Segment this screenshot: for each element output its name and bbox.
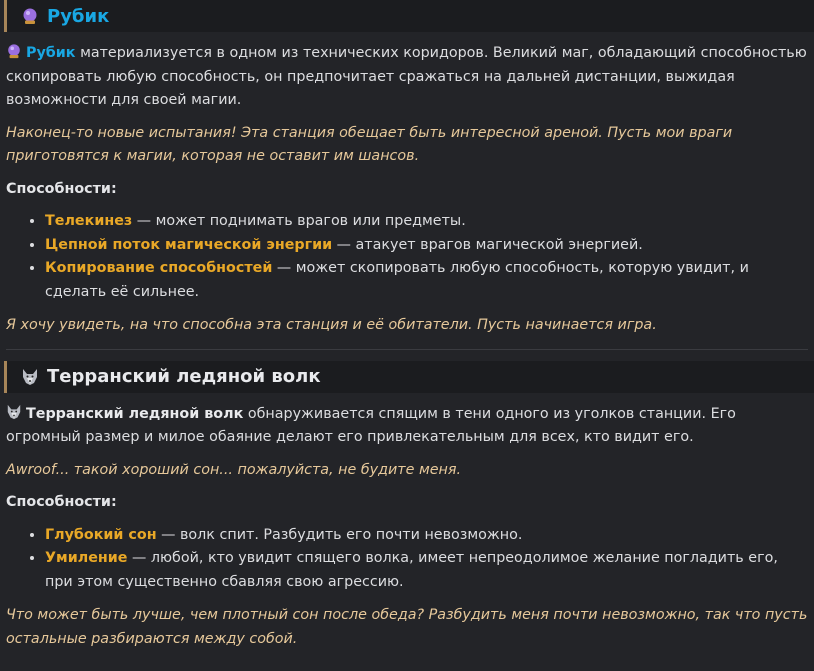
ability-text: — может поднимать врагов или предметы. <box>132 213 466 229</box>
ability-text: — волк спит. Разбудить его почти невозможно. <box>156 526 523 543</box>
ability-name: Телекинез <box>45 213 133 229</box>
ability-item <box>45 257 808 304</box>
intro-quote: Наконец-то новые испытания! Эта станция обещает быть интересной ареной. Пусть мои враги приготовятся к магии, которая не оставит им шансов. <box>6 124 733 164</box>
ability-name: Копирование способностей <box>45 260 273 276</box>
ability-name: Умиление <box>45 550 128 566</box>
crystal-ball-icon <box>6 43 22 59</box>
description <box>6 403 808 450</box>
wolf-icon <box>21 368 39 386</box>
ability-item <box>45 524 808 548</box>
section-header <box>4 361 814 393</box>
intro-quote: Awroof... такой хороший сон... пожалуйста, не будите меня. <box>6 461 462 478</box>
character-name: Рубик <box>26 45 76 61</box>
section-header <box>4 0 814 32</box>
ability-text: — может скопировать любую способность, которую увидит, и сделать её сильнее. <box>45 260 749 300</box>
outro-quote: Что может быть лучше, чем плотный сон после обеда? Разбудить меня почти невозможно, так что пусть остальные разбираются между собой. <box>6 607 808 647</box>
section-title: Рубик <box>47 5 110 27</box>
abilities-title: Способности: <box>6 494 117 510</box>
description-text: обнаруживается спящим в тени одного из уголков станции. Его огромный размер и милое обаяние делают его привлекательным для всех, кто видит его. <box>6 405 736 445</box>
ability-text: — атакует врагов магической энергией. <box>332 236 643 253</box>
section-wolf <box>0 361 814 652</box>
ability-text: — любой, кто увидит спящего волка, имеет непреодолимое желание погладить его, при этом существенно сбавляя свою агрессию. <box>45 550 778 590</box>
character-name: Терранский ледяной волк <box>26 405 244 422</box>
ability-name: Цепной поток магической энергии <box>45 236 333 253</box>
section-title: Терранский ледяной волк <box>47 366 321 387</box>
abilities-list <box>6 524 808 595</box>
ability-name: Глубокий сон <box>45 526 157 543</box>
outro-quote: Я хочу увидеть, на что способна эта станция и её обитатели. Пусть начинается игра. <box>6 317 657 333</box>
description <box>6 42 808 113</box>
section-divider <box>6 349 808 350</box>
crystal-ball-icon <box>21 7 39 25</box>
abilities-title: Способности: <box>6 180 117 197</box>
wolf-icon <box>6 404 22 420</box>
description-text: материализуется в одном из технических коридоров. Великий маг, обладающий способностью скопировать любую способность, он предпочитает сражаться на дальней дистанции, выжидая возможности для своей магии. <box>6 45 807 108</box>
ability-item <box>45 234 808 258</box>
ability-item <box>45 547 808 594</box>
ability-item <box>45 210 808 234</box>
abilities-list <box>6 210 808 304</box>
